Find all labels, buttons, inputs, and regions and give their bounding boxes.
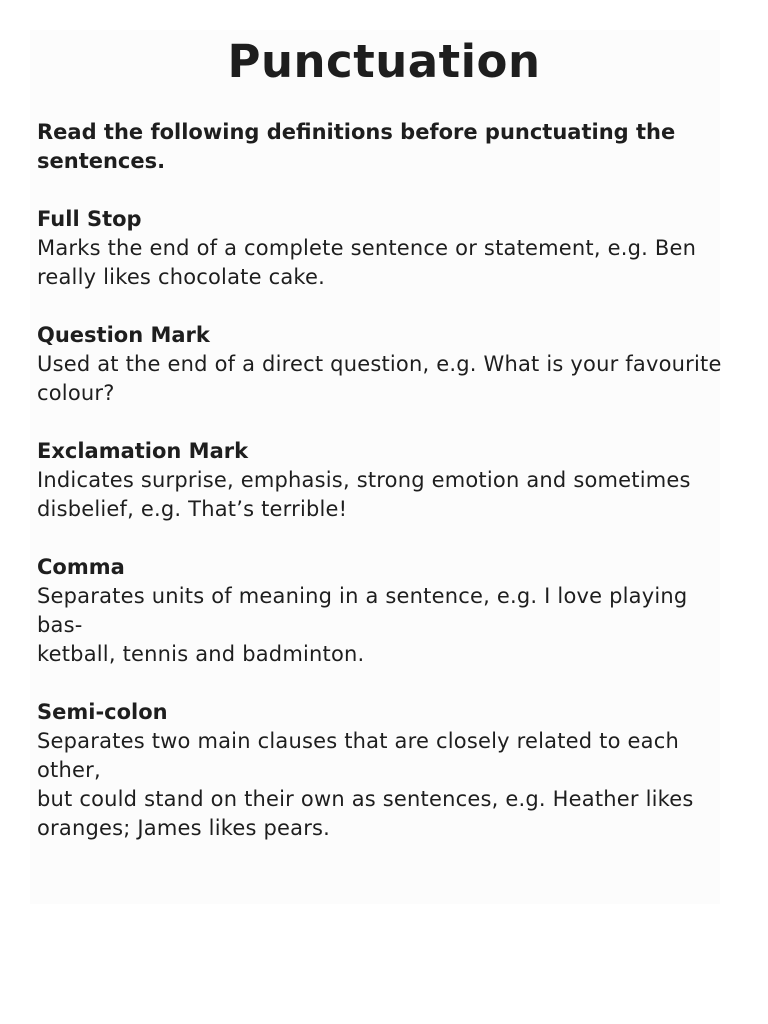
intro-line-2: sentences.	[37, 149, 166, 173]
definition-term: Exclamation Mark	[37, 439, 249, 463]
definition-term: Comma	[37, 555, 125, 579]
description-line: Separates units of meaning in a sentence, e.g. I love playing bas-	[37, 584, 688, 637]
description-line: ketball, tennis and badminton.	[37, 642, 365, 666]
definition-full-stop	[37, 205, 727, 292]
page-title: Punctuation	[227, 35, 541, 88]
definition-description	[37, 582, 727, 669]
description-line: oranges; James likes pears.	[37, 816, 331, 840]
definition-description	[37, 466, 727, 524]
description-line: Marks the end of a complete sentence or statement, e.g. Ben	[37, 236, 697, 260]
intro-line-1: Read the following definitions before punctuating the	[37, 120, 676, 144]
intro-instruction	[37, 118, 727, 176]
description-line: really likes chocolate cake.	[37, 265, 326, 289]
description-line: Used at the end of a direct question, e.g. What is your favourite	[37, 352, 722, 376]
definition-term: Full Stop	[37, 207, 142, 231]
definition-comma	[37, 553, 727, 669]
description-line: but could stand on their own as sentences, e.g. Heather likes	[37, 787, 694, 811]
worksheet-content	[37, 118, 727, 872]
description-line: Indicates surprise, emphasis, strong emotion and sometimes	[37, 468, 691, 492]
description-line: Separates two main clauses that are closely related to each other,	[37, 729, 679, 782]
definition-description	[37, 234, 727, 292]
description-line: colour?	[37, 381, 115, 405]
definition-term: Semi-colon	[37, 700, 168, 724]
definition-question-mark	[37, 321, 727, 408]
definition-exclamation-mark	[37, 437, 727, 524]
description-line: disbelief, e.g. That’s terrible!	[37, 497, 348, 521]
definition-semi-colon	[37, 698, 727, 843]
definition-description	[37, 727, 727, 843]
definition-description	[37, 350, 727, 408]
definition-term: Question Mark	[37, 323, 210, 347]
